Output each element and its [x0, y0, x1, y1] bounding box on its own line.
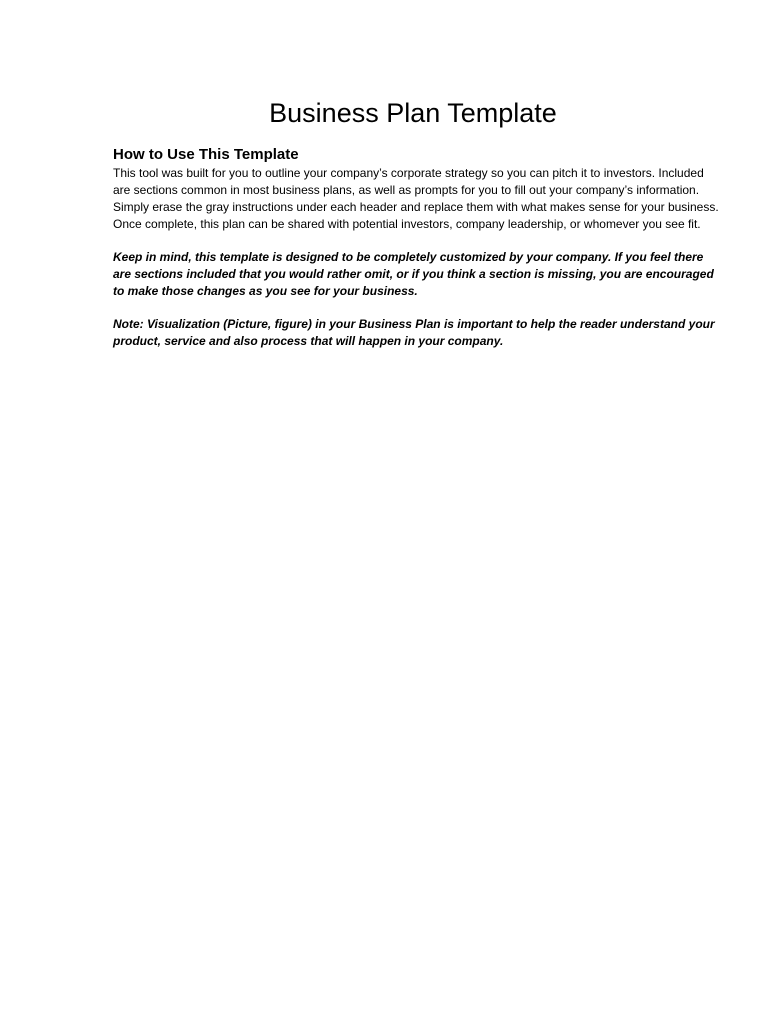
section-heading: How to Use This Template: [113, 146, 299, 163]
customization-note: Keep in mind, this template is designed to be completely customized by your company. If you feel there are sections included that you would rather omit, or if you think a section is missing, you are encouraged to make those changes as you see for your business.: [113, 250, 714, 298]
sharing-paragraph: Once complete, this plan can be shared with potential investors, company leadership, or whomever you see fit.: [113, 217, 701, 231]
visualization-note: Note: Visualization (Picture, figure) in your Business Plan is important to help the reader understand your product, service and also process that will happen in your company.: [113, 317, 715, 348]
page-title: Business Plan Template: [269, 98, 557, 128]
document-content: [113, 94, 723, 350]
intro-paragraph: This tool was built for you to outline your company’s corporate strategy so you can pitch it to investors. Included are sections common in most business plans, as well as prompts for you to fill out your company’s information. Simply erase the gray instructions under each header and replace them with what makes sense for your business.: [113, 166, 719, 214]
